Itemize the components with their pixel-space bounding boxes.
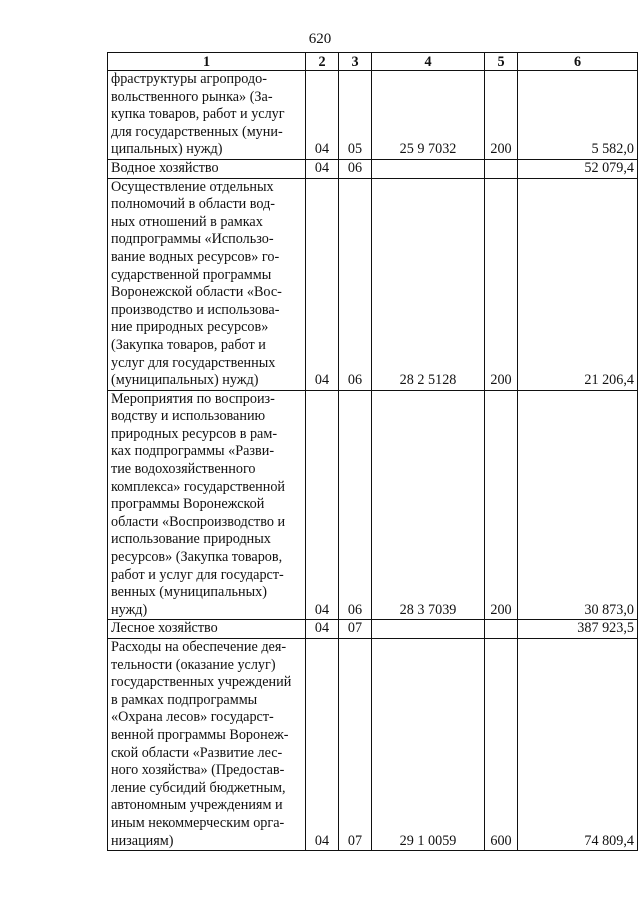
row-expense-type (485, 159, 518, 178)
row-expense-type: 200 (485, 71, 518, 160)
row-subsection: 06 (339, 178, 372, 390)
row-section: 04 (306, 639, 339, 851)
row-target: 28 3 7039 (372, 390, 485, 620)
row-expense-type: 600 (485, 639, 518, 851)
header-col-1: 1 (108, 53, 306, 71)
row-target: 29 1 0059 (372, 639, 485, 851)
row-target (372, 159, 485, 178)
row-subsection: 07 (339, 639, 372, 851)
budget-table (107, 52, 638, 851)
row-amount: 5 582,0 (518, 71, 638, 160)
row-expense-type: 200 (485, 390, 518, 620)
row-target (372, 620, 485, 639)
table-row (108, 71, 638, 160)
row-subsection: 06 (339, 390, 372, 620)
row-name: Мероприятия по воспроиз- водству и использованию природных ресурсов в рам- ках подпрограммы «Разви- тие водохозяйственного комплекса» государственной программы Воронежской области «Воспроизводство и использование природных ресурсов» (Закупка товаров, работ и услуг для государст- венных (муниципальных) нужд) (108, 390, 306, 620)
table-row (108, 159, 638, 178)
header-col-4: 4 (372, 53, 485, 71)
page-number: 620 (308, 31, 332, 47)
row-section: 04 (306, 390, 339, 620)
row-section: 04 (306, 71, 339, 160)
row-expense-type: 200 (485, 178, 518, 390)
table-header-row (108, 53, 638, 71)
row-name: фраструктуры агропродо- вольственного рынка» (За- купка товаров, работ и услуг для государственных (муни- ципальных) нужд) (108, 71, 306, 160)
row-subsection: 06 (339, 159, 372, 178)
row-name: Расходы на обеспечение дея- тельности (оказание услуг) государственных учреждений в рамках подпрограммы «Охрана лесов» государст- венной программы Воронеж- ской области «Развитие лес- ного хозяйства» (Предостав- ление субсидий бюджетным, автономным учреждениям и иным некоммерческим орга- низациям) (108, 639, 306, 851)
table-row (108, 178, 638, 390)
row-name: Водное хозяйство (108, 159, 306, 178)
header-col-6: 6 (518, 53, 638, 71)
row-expense-type (485, 620, 518, 639)
row-section: 04 (306, 620, 339, 639)
row-target: 28 2 5128 (372, 178, 485, 390)
row-section: 04 (306, 178, 339, 390)
table-row (108, 639, 638, 851)
row-amount: 21 206,4 (518, 178, 638, 390)
row-subsection: 07 (339, 620, 372, 639)
row-amount: 52 079,4 (518, 159, 638, 178)
row-amount: 387 923,5 (518, 620, 638, 639)
row-amount: 30 873,0 (518, 390, 638, 620)
header-col-2: 2 (306, 53, 339, 71)
row-amount: 74 809,4 (518, 639, 638, 851)
header-col-5: 5 (485, 53, 518, 71)
table-row (108, 390, 638, 620)
row-name: Осуществление отдельных полномочий в области вод- ных отношений в рамках подпрограммы «Использо- вание водных ресурсов» го- сударственной программы Воронежской области «Вос- производство и использова- ние природных ресурсов» (Закупка товаров, работ и услуг для государственных (муниципальных) нужд) (108, 178, 306, 390)
table-row (108, 620, 638, 639)
row-target: 25 9 7032 (372, 71, 485, 160)
header-col-3: 3 (339, 53, 372, 71)
row-section: 04 (306, 159, 339, 178)
row-name: Лесное хозяйство (108, 620, 306, 639)
row-subsection: 05 (339, 71, 372, 160)
